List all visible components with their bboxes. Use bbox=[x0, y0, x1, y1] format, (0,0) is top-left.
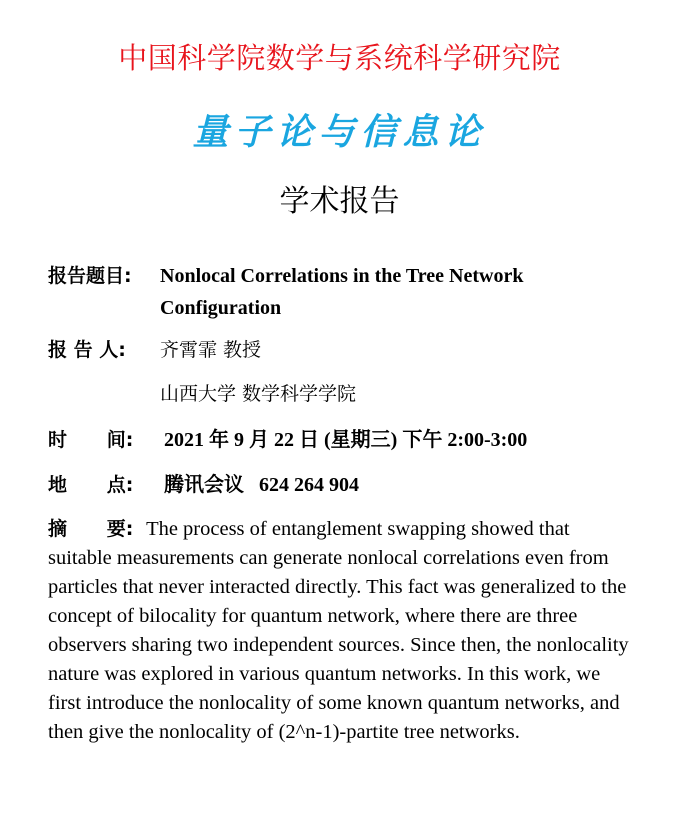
speaker-label: 报 告 人: bbox=[48, 339, 126, 361]
seminar-series-title: 量子论与信息论 bbox=[192, 111, 487, 153]
talk-title-label: 报告题目: bbox=[48, 265, 132, 287]
time-label: 时 间: bbox=[48, 429, 134, 451]
speaker-affiliation: 山西大学 数学科学学院 bbox=[160, 383, 357, 405]
talk-time: 2021 年 9 月 22 日 (星期三) 下午 2:00-3:00 bbox=[164, 429, 528, 451]
speaker-row bbox=[48, 334, 261, 366]
speaker-name: 齐霄霏 教授 bbox=[160, 339, 262, 361]
abstract bbox=[48, 515, 638, 747]
affiliation-row bbox=[160, 378, 356, 410]
document-type-heading: 学术报告 bbox=[279, 184, 400, 219]
abstract-label: 摘 要: bbox=[48, 518, 134, 540]
abstract-text: The process of entanglement swapping showed that suitable measurements can generate nonlocal correlations even from particles that never interacted directly. This fact was generalized to the concept of bilocality for quantum network, where there are three observers sharing two independent sources. Since then, the nonlocality nature was explored in various quantum networks. In this work, we first introduce the nonlocality of some known quantum networks, and then give the nonlocality of (2^n-1)-partite tree networks. bbox=[48, 518, 629, 743]
talk-title: Nonlocal Correlations in the Tree Network Configuration bbox=[160, 265, 524, 319]
time-row bbox=[48, 424, 527, 456]
talk-title-row bbox=[48, 260, 524, 319]
institute-name: 中国科学院数学与系统科学研究院 bbox=[118, 41, 561, 75]
place-label: 地 点: bbox=[48, 474, 134, 496]
place-row bbox=[48, 469, 359, 501]
talk-place: 腾讯会议 624 264 904 bbox=[164, 474, 359, 496]
